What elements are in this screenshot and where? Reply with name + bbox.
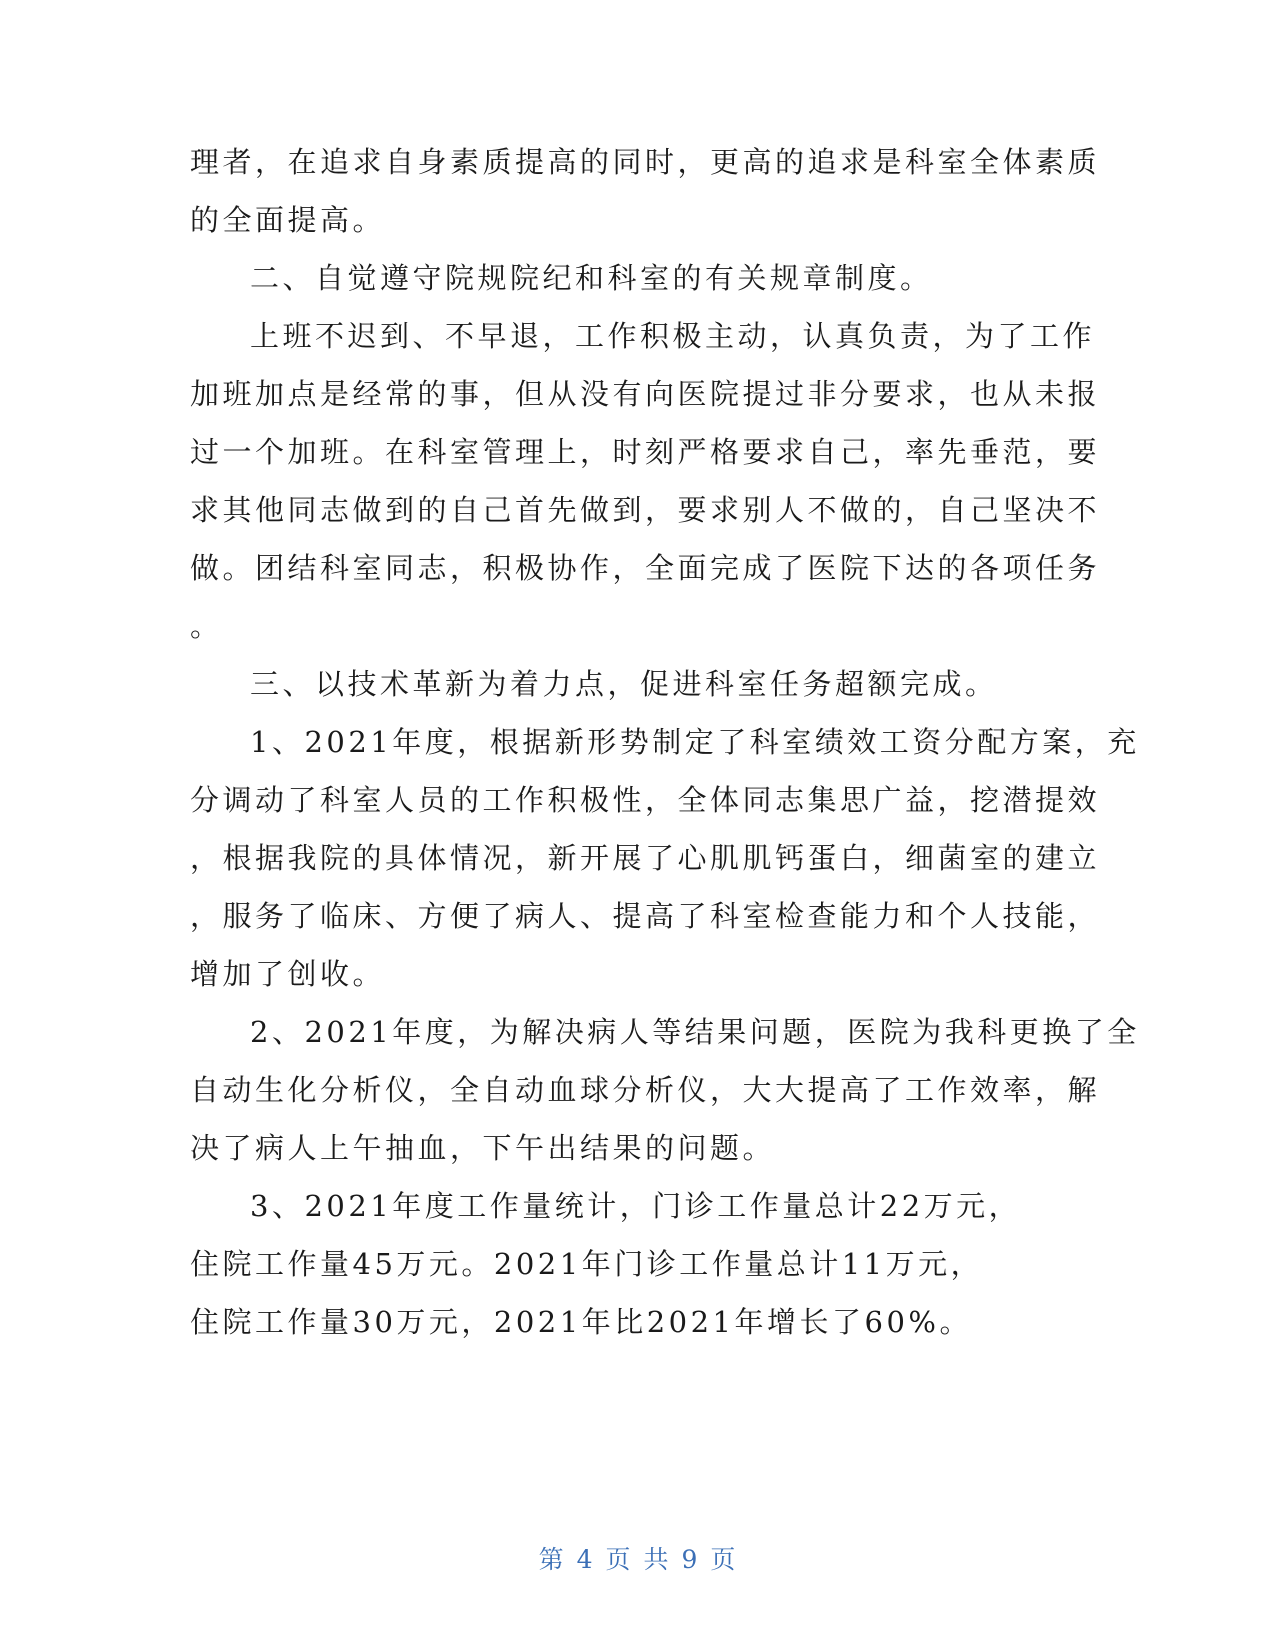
text-line: 求其他同志做到的自己首先做到，要求别人不做的，自己坚决不 xyxy=(190,493,1101,527)
text-line: ，服务了临床、方便了病人、提高了科室检查能力和个人技能， xyxy=(190,899,1101,933)
text-line: 3、2021年度工作量统计，门诊工作量总计22万元， xyxy=(250,1189,1022,1223)
text-line: ，根据我院的具体情况，新开展了心肌肌钙蛋白，细菌室的建立 xyxy=(190,841,1101,875)
page-footer xyxy=(0,1540,1275,1576)
footer-page-label: 页 xyxy=(605,1545,632,1574)
text-line: 的全面提高。 xyxy=(190,203,386,237)
text-line: 住院工作量45万元。2021年门诊工作量总计11万元， xyxy=(190,1247,984,1281)
footer-page-number: 4 xyxy=(576,1545,594,1574)
text-line: 。 xyxy=(190,609,223,643)
text-line: 决了病人上午抽血，下午出结果的问题。 xyxy=(190,1131,776,1165)
text-line: 上班不迟到、不早退，工作积极主动，认真负责，为了工作 xyxy=(250,319,1096,353)
text-line: 1、2021年度，根据新形势制定了科室绩效工资分配方案，充 xyxy=(250,725,1140,759)
text-line: 增加了创收。 xyxy=(190,957,386,991)
text-line: 过一个加班。在科室管理上，时刻严格要求自己，率先垂范，要 xyxy=(190,435,1101,469)
footer-suffix: 页 xyxy=(710,1545,737,1574)
text-line: 做。团结科室同志，积极协作，全面完成了医院下达的各项任务 xyxy=(190,551,1101,585)
text-line: 自动生化分析仪，全自动血球分析仪，大大提高了工作效率，解 xyxy=(190,1073,1101,1107)
footer-prefix: 第 xyxy=(538,1545,565,1574)
section-heading: 二、自觉遵守院规院纪和科室的有关规章制度。 xyxy=(250,261,933,295)
text-line: 2、2021年度，为解决病人等结果问题，医院为我科更换了全 xyxy=(250,1015,1140,1049)
footer-total-label: 共 xyxy=(643,1545,670,1574)
text-line: 分调动了科室人员的工作积极性，全体同志集思广益，挖潜提效 xyxy=(190,783,1101,817)
text-line: 住院工作量30万元，2021年比2021年增长了60%。 xyxy=(190,1305,972,1339)
footer-total-pages: 9 xyxy=(681,1545,699,1574)
text-line: 理者，在追求自身素质提高的同时，更高的追求是科室全体素质 xyxy=(190,145,1101,179)
text-line: 加班加点是经常的事，但从没有向医院提过非分要求，也从未报 xyxy=(190,377,1101,411)
section-heading: 三、以技术革新为着力点，促进科室任务超额完成。 xyxy=(250,667,998,701)
